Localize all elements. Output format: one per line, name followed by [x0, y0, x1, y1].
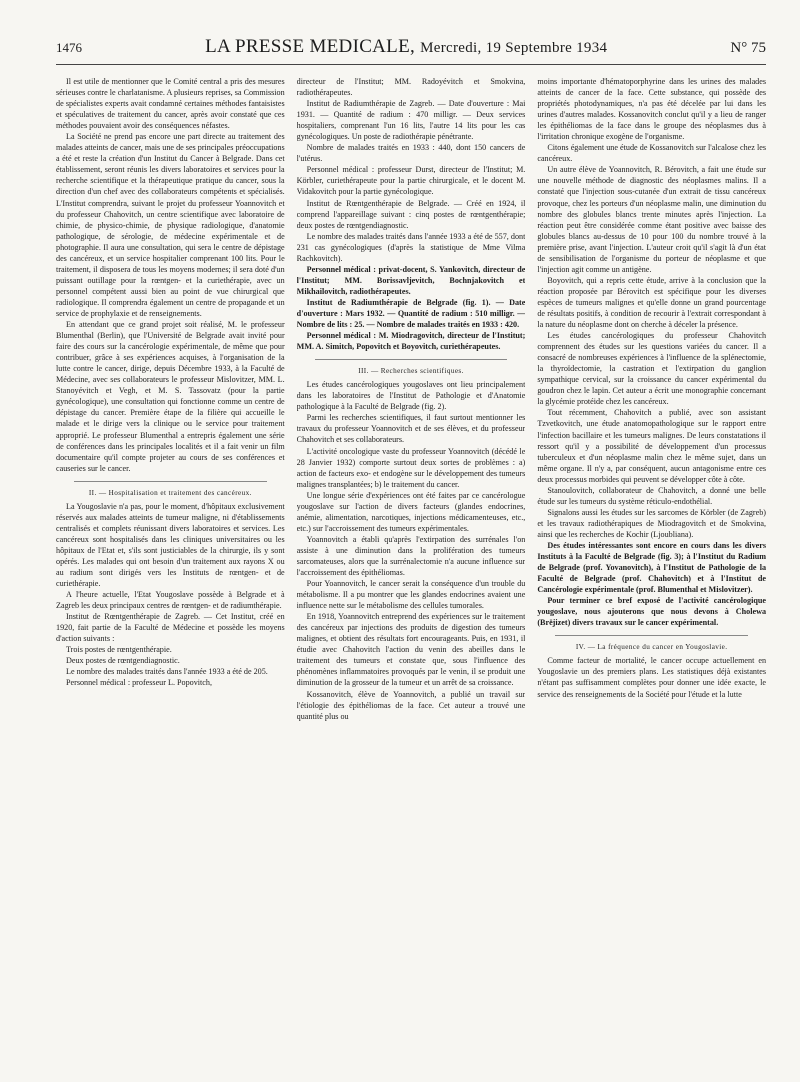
paragraph: Parmi les recherches scientifiques, il faut surtout mentionner les travaux du professeur Yoannovitch et de ses élèves, et du professeur Chahovitch et ses collaborateurs.	[296, 413, 526, 445]
paragraph: Des études intéressantes sont encore en cours dans les divers Instituts à la Faculté de Belgrade (fig. 3); à l'Institut du Radium de Belgrade (prof. Yovanovitch), à l'Institut de Pathologie de la Faculté de Belgrade (prof. Chahovitch) et à l'Institut de Cancérologie expérimentale (prof. Blumenthal et Mislovitzer).	[537, 540, 767, 595]
section-heading: II. — Hospitalisation et traitement des cancéreux.	[88, 488, 252, 497]
paragraph: Une longue série d'expériences ont été faites par ce cancérologue yougoslave sur l'action de divers facteurs (glandes endocrines, anémie, alimentation, narcotiques, injections médicamenteuses, etc., etc.) sur l'accroissement des tumeurs expérimentales.	[296, 490, 526, 533]
journal-title: LA PRESSE MEDICALE,	[205, 36, 416, 57]
paragraph: En 1918, Yoannovitch entreprend des expériences sur le traitement des cancéreux par injections des produits de digestion des tumeurs malignes, et obtient des résultats fort encourageants. Puis, en 1931, il étudie avec Chahovitch l'action du venin des abeilles dans le traitement des tumeurs et constate que, sous l'influence des phénomènes inflammatoires provoqués par le venin, il se produit une diminution de la grosseur de la tumeur et un arrêt de sa croissance.	[296, 612, 526, 688]
paragraph: Un autre élève de Yoannovitch, R. Bérovitch, a fait une étude sur une nouvelle méthode de diagnostic des néoplasmes malins. Il a constaté que l'injection sous-cutanée d'un extrait de tissu cancéreux provoque, chez les porteurs d'un néoplasme malin, une diminution du nombre des globules blancs trente minutes après l'injection. La réaction peut être considérée comme étant positive avec baisse des globules blancs au-dessus de 10 pour 100 du nombre trouvé à la première prise, avant l'injection. L'auteur croit qu'il s'agit là d'un état de sensibilisation de l'organisme du porteur de néoplasme et que l'injection agit comme un antigène.	[537, 165, 767, 274]
paragraph: Le nombre des malades traités dans l'année 1933 a été de 557, dont 231 cas gynécologiques (d'après la statistique de Mme Vilma Rachkovitch).	[296, 231, 526, 263]
paragraph: Personnel médical : professeur L. Popovitch,	[66, 678, 212, 688]
section-divider	[315, 359, 508, 360]
paragraph: Trois postes de rœntgenthérapie.	[66, 645, 172, 655]
paragraph: Institut de Radiumthérapie de Zagreb. — Date d'ouverture : Mai 1931. — Quantité de radium : 470 milligr. — Deux services hospitaliers, comprenant l'un 16 lits, l'autre 14 lits pour les cas gynécologiques. Un poste de radiothérapie pénétrante.	[296, 99, 526, 142]
section-divider	[555, 635, 748, 636]
paragraph: Kossanovitch, élève de Yoannovitch, a publié un travail sur l'étiologie des épithéliomas de la face. Cet auteur a trouvé une quantité plus ou	[296, 689, 526, 721]
paragraph: Les études cancérologiques yougoslaves ont lieu principalement dans les laboratoires de l'Institut de Pathologie et d'Anatomie pathologique à la Faculté de Belgrade (fig. 2).	[296, 380, 526, 412]
paragraph: Institut de Radiumthérapie de Belgrade (fig. 1). — Date d'ouverture : Mars 1932. — Quantité de radium : 510 milligr. — Nombre de lits : 25. — Nombre de malades traités en 1933 : 420.	[296, 297, 526, 330]
paragraph: Comme facteur de mortalité, le cancer occupe actuellement en Yougoslavie un des premiers plans. Les statistiques déjà existantes n'étant pas suffisamment complètes pour donner une idée exacte, le service des renseignements de la Société pour l'étude et la lutte	[537, 656, 767, 699]
paragraph: Institut de Rœntgenthérapie de Zagreb. — Cet Institut, créé en 1920, fait partie de la Faculté de Médecine et possède les moyens d'action suivants :	[56, 612, 285, 644]
journal-masthead	[205, 36, 607, 58]
paragraph: La Yougoslavie n'a pas, pour le moment, d'hôpitaux exclusivement réservés aux malades atteints de tumeur maligne, ni d'établissements centralisés et complets réunissant divers laboratoires et services. Les cancéreux sont hospitalisés dans les cliniques universitaires ou les hôpitaux de l'Etat et, s'ils sont justiciables de la chirurgie, ils y sont opérés. Les malades qui ont besoin d'un traitement aux rayons X ou au radium sont dirigés vers les Instituts de rœntgen- et de curiethérapie.	[56, 501, 285, 589]
issue-date: Mercredi, 19 Septembre 1934	[420, 40, 608, 56]
paragraph: Boyovitch, qui a repris cette étude, arrive à la conclusion que la réaction proposée par Bérovitch est spécifique pour les diverses espèces de tumeurs malignes et qu'elle donne un grand pourcentage de résultats positifs, à condition de recourir à l'extrait correspondant à la nature du néoplasme dont on cherche à déceler la présence.	[537, 275, 767, 330]
paragraph: Signalons aussi les études sur les sarcomes de Körbler (de Zagreb) et les travaux radiothérapiques de Miodragovitch et de Smokvina, ainsi que les recherches de Kochir (Ljoubliana).	[537, 507, 767, 539]
paragraph: Il est utile de mentionner que le Comité central a pris des mesures sérieuses contre le charlatanisme. A plusieurs reprises, sa Commission de spécialistes experts avait condamné certaines méthodes fantaisistes et spéculatives de traitement du cancer, après avoir constaté que ces méthodes pouvaient avoir des conséquences néfastes.	[56, 77, 285, 131]
paragraph: Institut de Rœntgenthérapie de Belgrade. — Créé en 1924, il comprend l'appareillage suivant : cinq postes de rœntgenthérapie; deux postes de rœntgendiagnostic.	[296, 198, 526, 230]
issue-number: N° 75	[730, 40, 766, 56]
article-columns	[56, 76, 766, 1076]
paragraph: L'activité oncologique vaste du professeur Yoannovitch (décédé le 28 Janvier 1932) comporte surtout deux sortes de problèmes : a) action de facteurs exo- et endogène sur le développement des tumeurs malignes transplantées; b) le traitement du cancer.	[296, 446, 526, 489]
paragraph: Pour Yoannovitch, le cancer serait la conséquence d'un trouble du métabolisme. Il a pu montrer que les glandes endocrines avaient une influence nette sur le métabolisme des cellules tumorales.	[296, 579, 526, 611]
column-1	[56, 76, 285, 1076]
page-header	[56, 36, 766, 65]
paragraph: Nombre de malades traités en 1933 : 440, dont 150 cancers de l'utérus.	[296, 143, 526, 164]
paragraph: Personnel médical : professeur Durst, directeur de l'Institut; M. Körbler, curiethérapeute pour la partie chirurgicale, et le docent M. Vidakovitch pour la partie gynécologique.	[296, 165, 526, 197]
paragraph: moins importante d'hématoporphyrine dans les urines des malades atteints de cancer de la face. Cette substance, qui possède des propriétés photodynamiques, n'a pas été décelée par lui dans les urines d'autres malades. Kossanovitch conclut qu'il y a lieu de ranger les épithéliomas de la face dans le groupe des néoplasmes dus à l'irritation chronique exogène de l'organisme.	[537, 77, 767, 142]
paragraph: Tout récemment, Chahovitch a publié, avec son assistant Tzvetkovitch, une étude anatomopathologique sur le rapport entre l'infection bacillaire et les tumeurs malignes. De leurs constatations il ressort qu'il y a possibilité de développement d'un processus tuberculeux et d'un néoplasme malin chez le même sujet, dans un même organe. Il n'y a, par conséquent, aucun antagonisme entre ces deux processus morbides qui peuvent se développer côte à côte.	[537, 408, 767, 484]
section-divider	[74, 481, 267, 482]
paragraph: Personnel médical : privat-docent, S. Yankovitch, directeur de l'Institut; MM. Borissavljevitch, Bochnjakovitch et Mikhailovitch, radiothérapeutes.	[296, 264, 526, 296]
paragraph: directeur de l'Institut; MM. Radoyévitch et Smokvina, radiothérapeutes.	[296, 77, 526, 98]
section-heading: IV. — La fréquence du cancer en Yougoslavie.	[575, 643, 728, 652]
paragraph: En attendant que ce grand projet soit réalisé, M. le professeur Blumenthal (Berlin), que l'Université de Belgrade avait invité pour faire des cours sur la cancérologie expérimentale, de même que pour contribuer, grâce à ses expériences acquises, à l'organisation de la lutte contre le cancer, dirige, depuis Décembre 1933, à la Faculté de Médecine, avec ses collaborateurs le professeur Mislovitzer, MM. L. Stanoyévitch et Vegh, et M. S. Tassovatz (pour la partie gynécologique), une consultation qui fonctionne comme un centre de dépistage du cancer. Première étape de la filière qui accueille le malade et le dirige vers la clinique ou le service pour traitement approprié. Le professeur Blumenthal a entrepris également une série de conférences dans les principales localités et il a fait venir un film documentaire qu'il compte projeter au cours de ses conférences et causeries sur le cancer.	[56, 320, 285, 473]
paragraph: Citons également une étude de Kossanovitch sur l'alcalose chez les cancéreux.	[537, 143, 767, 164]
section-heading: III. — Recherches scientifiques.	[358, 367, 464, 376]
paragraph: La Société ne prend pas encore une part directe au traitement des malades atteints de cancer, mais une de ses principales préoccupations a été et reste la création d'un Institut du Cancer à Belgrade. Dans cet établissement, seront réunis les divers laboratoires et services pour la recherche scientifique et la thérapeutique pratique du cancer, sous la direction d'un chef avec des collaborateurs compétents et spécialisés. L'Institut comprendra, suivant le projet du professeur Yoannovitch et du professeur Chahovitch, un centre scientifique avec laboratoire de chimie, de physico-chimie, de physique radiologique, d'anatomie pathologique, de sérologie, de médecine expérimentale et de photographie. Il aura une consultation, qui sera le centre de dépistage des cancéreux, et un service hospitalier comprenant 100 lits. Pour le traitement, il disposera de tous les moyens modernes; il sera doté d'un puissant outillage pour la rœntgen- et la curiethérapie, avec un personnel compétent aussi bien au point de vue chirurgical que radiologique. Il comprendra également un centre de propagande et un service de prophylaxie et de renseignements.	[56, 132, 285, 318]
paragraph: Les études cancérologiques du professeur Chahovitch comprennent des études sur les questions variées du cancer. Il a consacré de nombreuses expériences à l'influence de la splénectomie, la thyroïdectomie, la castration et l'extirpation du ganglion sympathique cervical, sur la croissance du cancer expérimental du goudron chez le lapin. Cet auteur a écrit une monographie concernant la glycémie protéide chez les cancéreux.	[537, 331, 767, 407]
paragraph: Pour terminer ce bref exposé de l'activité cancérologique yougoslave, nous ajouterons que nous devons à Cholewa (Brëjizet) divers travaux sur le cancer expérimental.	[537, 596, 767, 628]
paragraph: A l'heure actuelle, l'Etat Yougoslave possède à Belgrade et à Zagreb les deux principaux centres de rœntgen- et de radiumthérapie.	[56, 590, 285, 611]
paragraph: Deux postes de rœntgendiagnostic.	[66, 656, 180, 666]
paragraph: Stanoulovitch, collaborateur de Chahovitch, a donné une belle étude sur les tumeurs du système réticulo-endothélial.	[537, 485, 767, 506]
paragraph: Le nombre des malades traités dans l'année 1933 a été de 205.	[66, 667, 268, 677]
page-number: 1476	[56, 40, 82, 55]
paragraph: Yoannovitch a établi qu'après l'extirpation des surrénales l'on assiste à une diminution dans la prolifération des tumeurs sarcomateuses, alors que la surrénalectomie n'a aucune influence sur l'accroissement des épithéliomas.	[296, 534, 526, 578]
column-2	[297, 76, 526, 1076]
column-3	[537, 76, 766, 1076]
paragraph: Personnel médical : M. Miodragovitch, directeur de l'Institut; MM. A. Simitch, Popovitch et Boyovitch, curiethérapeutes.	[296, 331, 526, 352]
